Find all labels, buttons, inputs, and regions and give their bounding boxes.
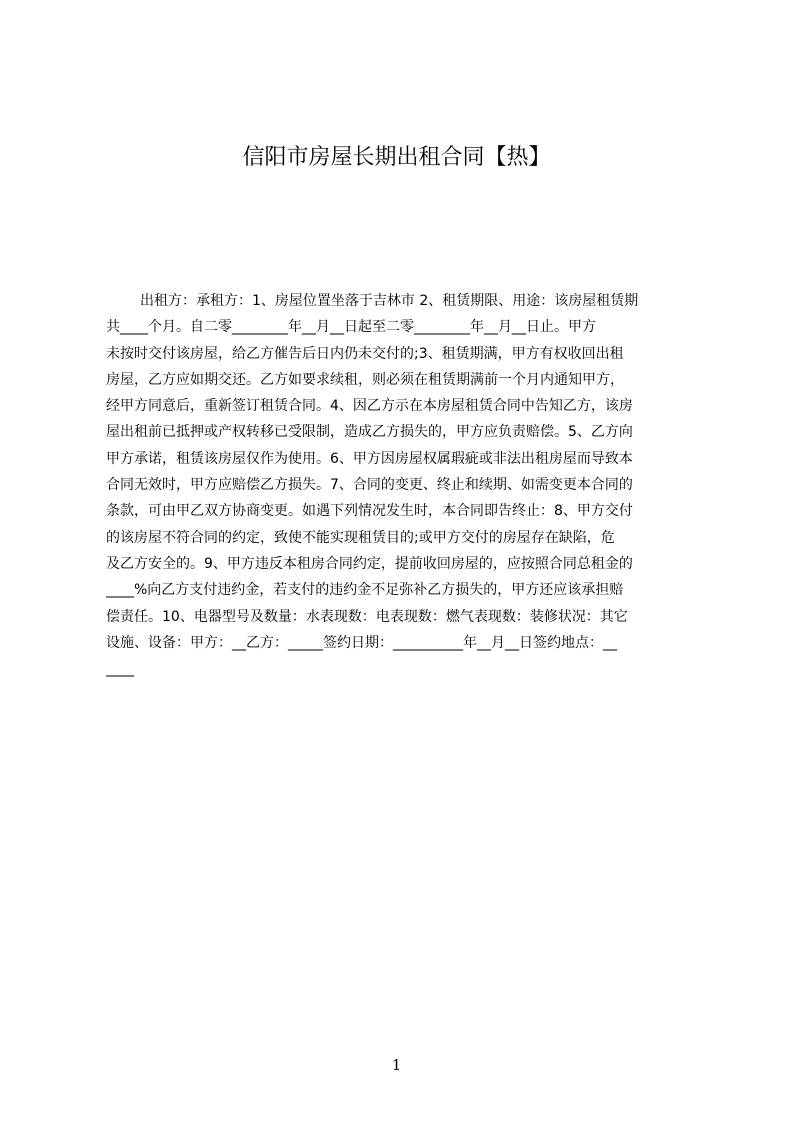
- body-line: 合同无效时，甲方应赔偿乙方损失。7、合同的变更、终止和续期、如需变更本合同的: [106, 477, 633, 494]
- body-line: 房屋，乙方应如期交还。乙方如要求续租，则必须在租赁期满前一个月内通知甲方，: [106, 371, 624, 388]
- body-line: ____%向乙方支付违约金，若支付的违约金不足弥补乙方损失的，甲方还应该承担赔: [106, 582, 624, 599]
- body-line: ____: [106, 661, 134, 678]
- body-line: 偿责任。10、电器型号及数量：水表现数：电表现数：燃气表现数：装修状况：其它: [106, 608, 628, 625]
- body-line: 经甲方同意后，重新签订租赁合同。4、因乙方示在本房屋租赁合同中告知乙方，该房: [106, 398, 633, 415]
- body-line: 出租方：承租方：1、房屋位置坐落于吉林市 2、租赁期限、用途：该房屋租赁期: [140, 293, 639, 309]
- body-line: 的该房屋不符合同的约定，致使不能实现租赁目的;或甲方交付的房屋存在缺陷，危: [106, 529, 615, 546]
- body-line: 未按时交付该房屋，给乙方催告后日内仍未交付的;3、租赁期满，甲方有权收回出租: [106, 345, 624, 362]
- body-line: 及乙方安全的。9、甲方违反本租房合同约定，提前收回房屋的，应按照合同总租金的: [106, 555, 633, 572]
- body-line: 共____个月。自二零________年__月__日起至二零________年__月__日止。甲方: [106, 319, 596, 336]
- page-number: 1: [391, 1056, 402, 1074]
- body-line: 屋出租前已抵押或产权转移已受限制，造成乙方损失的，甲方应负责赔偿。5、乙方向: [106, 424, 633, 441]
- body-line: 条款，可由甲乙双方协商变更。如遇下列情况发生时，本合同即告终止：8、甲方交付: [106, 503, 633, 520]
- document-title: 信阳市房屋长期出租合同【热】: [242, 145, 551, 170]
- body-line: 甲方承诺，租赁该房屋仅作为使用。6、甲方因房屋权属瑕疵或非法出租房屋而导致本: [106, 450, 633, 467]
- document-body: [106, 288, 699, 688]
- body-line: 设施、设备：甲方：__乙方：_____签约日期：__________年__月__日签约地点：__: [106, 634, 617, 651]
